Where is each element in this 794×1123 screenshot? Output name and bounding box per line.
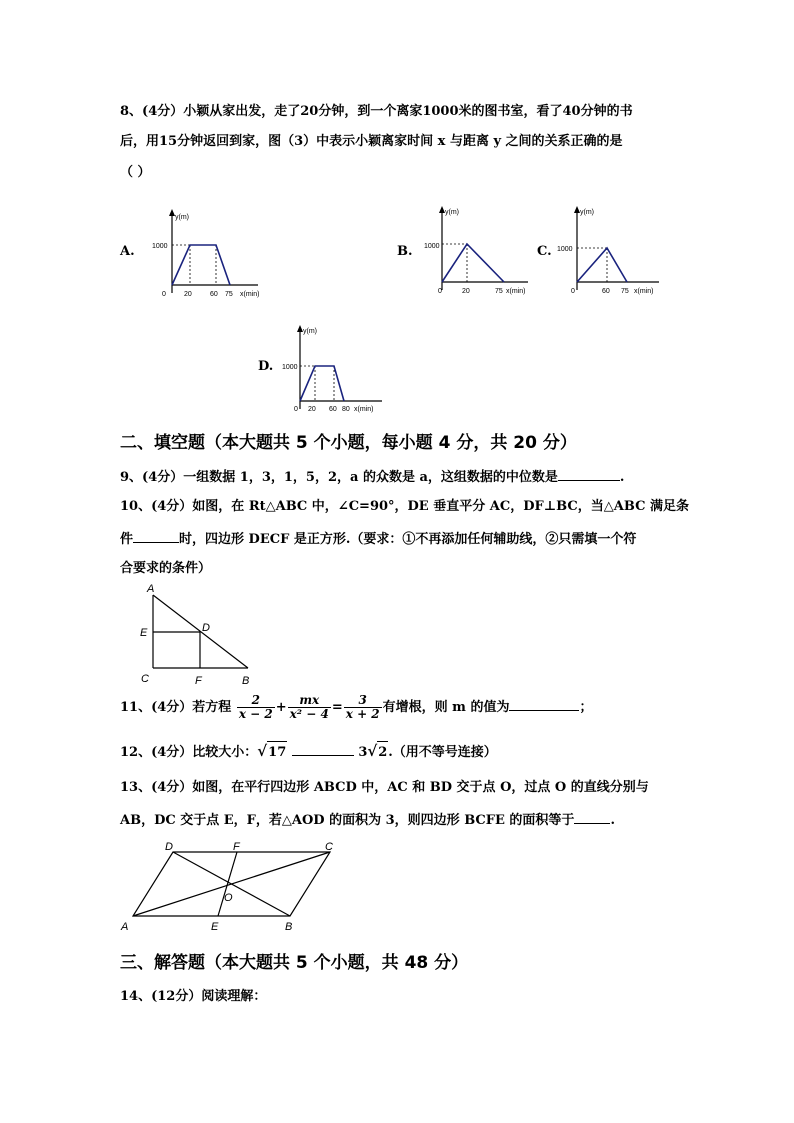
q13-label-f: F — [233, 841, 240, 853]
q11-answer-blank[interactable] — [509, 696, 579, 711]
q12-left-radicand: 17 — [267, 741, 287, 764]
q13-parallelogram-figure — [115, 838, 345, 933]
q13-label-c: C — [325, 841, 333, 853]
q11-f2-num: mx — [288, 694, 331, 708]
option-b-xtick-2: 75 — [495, 288, 503, 295]
q11-f3-num: 3 — [344, 694, 382, 708]
q13-label-b: B — [285, 921, 293, 933]
section-3-title: 三、解答题（本大题共 5 个小题，共 48 分） — [120, 953, 469, 973]
q10-label-e: E — [140, 627, 148, 639]
q9-end: . — [619, 470, 625, 485]
q11-f1-den: x − 2 — [238, 707, 273, 721]
q9-answer-blank[interactable] — [558, 466, 620, 481]
option-a-label: A. — [120, 244, 135, 259]
option-b-label: B. — [397, 244, 413, 259]
q11-f2-den: x² − 4 — [289, 707, 329, 721]
q13-line1: 13、(4分）如图，在平行四边形 ABCD 中，AC 和 BD 交于点 O，过点 O 的直线分别与 — [120, 780, 649, 795]
option-d-xlabel: x(min) — [354, 406, 374, 413]
q8-line1: 8、(4分）小颖从家出发，走了20分钟，到一个离家1000米的图书室，看了40分钟的书 — [120, 104, 633, 119]
option-c-xlabel: x(min) — [634, 288, 654, 295]
q13-end: . — [610, 813, 615, 828]
option-b-origin: 0 — [438, 288, 442, 295]
q10-answer-blank[interactable] — [133, 528, 179, 543]
q11-fraction-3 — [344, 694, 382, 721]
q12-right-radicand: 2 — [377, 741, 388, 764]
option-a-xtick-1: 20 — [184, 291, 192, 298]
q10-triangle-figure — [135, 583, 265, 688]
option-a-xtick-2: 60 — [210, 291, 218, 298]
option-b-xtick-1: 20 — [462, 288, 470, 295]
q13-label-e: E — [211, 921, 219, 933]
option-b-graph — [420, 202, 535, 297]
q12-answer-blank[interactable] — [292, 741, 354, 756]
option-d-ytick: 1000 — [282, 364, 298, 371]
q10-line1: 10、(4分）如图，在 Rt△ABC 中，∠C=90°，DE 垂直平分 AC，DF⊥BC，当△ABC 满足条 — [120, 499, 689, 514]
q13-line2: AB，DC 交于点 E，F，若△AOD 的面积为 3，则四边形 BCFE 的面积等于 — [120, 813, 575, 828]
q8-line3: （ ） — [120, 165, 151, 180]
q10-label-d: D — [202, 622, 210, 634]
q12-prefix: 12、(4分）比较大小： — [120, 745, 258, 760]
option-c-graph — [555, 202, 665, 297]
option-a-ylabel: y(m) — [175, 214, 189, 221]
q9-text: 9、(4分）一组数据 1，3，1，5，2，a 的众数是 a，这组数据的中位数是 — [120, 470, 558, 485]
q13-answer-blank[interactable] — [574, 809, 610, 824]
q10-label-b: B — [242, 675, 250, 687]
q11 — [120, 693, 592, 723]
q13-label-d: D — [165, 841, 173, 853]
option-b-ytick: 1000 — [424, 243, 440, 250]
q11-eq: = — [331, 700, 343, 715]
q14: 14、(12分）阅读理解： — [120, 989, 267, 1004]
option-d-xtick-3: 80 — [342, 406, 350, 413]
option-d-xtick-2: 60 — [329, 406, 337, 413]
q10-line2b: 时，四边形 DECF 是正方形.（要求：①不再添加任何辅助线，②只需填一个符 — [179, 532, 637, 547]
sqrt-icon: √ — [367, 742, 378, 760]
option-c-label: C. — [537, 244, 552, 259]
q10-line2 — [120, 528, 636, 550]
q11-end: ； — [579, 700, 593, 715]
q13-label-o: O — [224, 892, 233, 904]
option-d-graph — [278, 323, 388, 415]
option-a-xlabel: x(min) — [240, 291, 260, 298]
sqrt-icon: √ — [257, 742, 268, 760]
q11-suffix: 有增根，则 m 的值为 — [382, 700, 510, 715]
option-c-origin: 0 — [571, 288, 575, 295]
q10-label-c: C — [141, 673, 149, 685]
option-d-origin: 0 — [294, 406, 298, 413]
option-b-xlabel: x(min) — [506, 288, 526, 295]
option-d-xtick-1: 20 — [308, 406, 316, 413]
q10-line2a: 件 — [120, 532, 134, 547]
q11-fraction-1 — [237, 694, 275, 721]
q10-label-a: A — [147, 583, 155, 595]
option-b-ylabel: y(m) — [445, 209, 459, 216]
option-c-xtick-1: 60 — [602, 288, 610, 295]
section-2-title: 二、填空题（本大题共 5 个小题，每小题 4 分，共 20 分） — [120, 433, 577, 453]
q11-f3-den: x + 2 — [345, 707, 380, 721]
q13-label-a: A — [121, 921, 129, 933]
q8-line2: 后，用15分钟返回到家，图（3）中表示小颖离家时间 x 与距离 y 之间的关系正确的是 — [120, 134, 623, 149]
q11-prefix: 11、(4分）若方程 — [120, 700, 232, 715]
option-a-origin: 0 — [162, 291, 166, 298]
option-a-ytick: 1000 — [152, 243, 168, 250]
option-c-ytick: 1000 — [557, 246, 573, 253]
q12-suffix: .（用不等号连接） — [388, 745, 497, 760]
option-d-label: D. — [258, 359, 274, 374]
option-a-xtick-3: 75 — [225, 291, 233, 298]
q10-line3: 合要求的条件） — [120, 561, 212, 576]
q11-f1-num: 2 — [237, 694, 275, 708]
q11-plus: + — [275, 700, 287, 715]
option-d-ylabel: y(m) — [303, 328, 317, 335]
q11-fraction-2 — [288, 694, 331, 721]
option-c-ylabel: y(m) — [580, 209, 594, 216]
q12-coef: 3 — [358, 745, 368, 760]
option-c-xtick-2: 75 — [621, 288, 629, 295]
q12 — [120, 740, 497, 764]
option-a-graph — [150, 205, 270, 300]
q10-label-f: F — [195, 675, 202, 687]
q9 — [120, 466, 624, 488]
q13-line2-wrap — [120, 809, 615, 831]
